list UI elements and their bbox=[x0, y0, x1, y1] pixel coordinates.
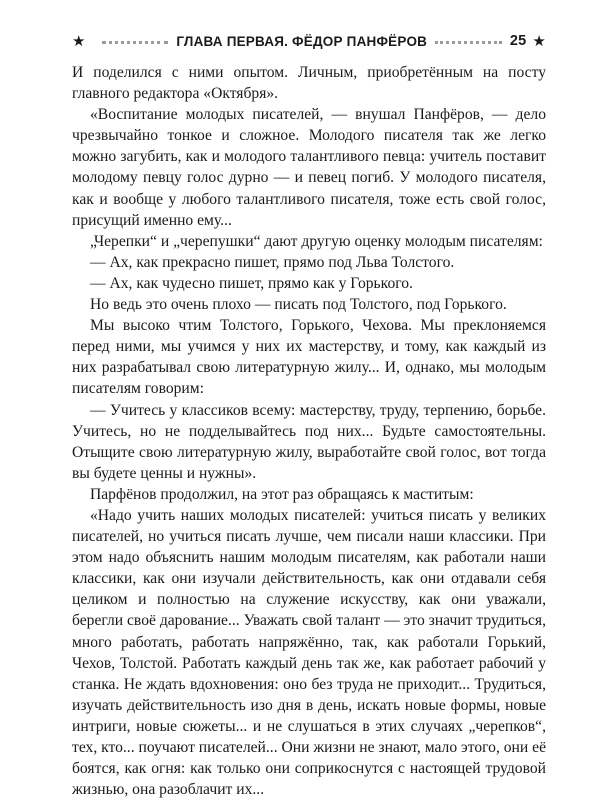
paragraph: — Учитесь у классиков всему: мастерству, труду, терпению, борьбе. Учитесь, но не подделывайтесь под них... Будьте самостоятельны. Отыщите свою литературную жилу, выработайте свой голос, вот тогда вы будете ценны и нужны». bbox=[72, 401, 546, 482]
paragraph: Мы высоко чтим Толстого, Горького, Чехова. Мы преклоняемся перед ними, мы учимся у них их мастерству, и тому, как каждый из них разрабатывал свою литературную жилу... И, однако, мы молодым писателям говорим: bbox=[72, 317, 546, 398]
chapter-title: ГЛАВА ПЕРВАЯ. ФЁДОР ПАНФЁРОВ bbox=[176, 33, 428, 49]
paragraph: «Надо учить наших молодых писателей: учиться писать у великих писателей, но учиться писать лучше, чем писали наши классики. При этом надо объяснить нашим молодым писателям, как работали наши классики, как они изучали действительность, как они отдавали себя целиком и полностью на служение искусству, как они уважали, берегли своё дарование... Уважать свой талант — это значит трудиться, много работать, работать напряжённо, так, как работали Горький, Чехов, Толстой. Работать каждый день так же, как работает рабочий у станка. Не ждать вдохновения: оно без труда не приходит... Трудиться, изучать действительность изо дня в день, искать новые формы, новые интриги, новые сюжеты... и не слушаться в этих случаях „черепков“, тех, кто... поучают писателей... Они жизни не знают, мало этого, они её боятся, как огня: как только они соприкоснутся с настоящей трудовой жизнью, она разоблачит их... bbox=[72, 506, 546, 799]
paragraph: И поделился с ними опытом. Личным, приобретённым на посту главного редактора «Октября». bbox=[72, 64, 546, 103]
star-icon: ★ bbox=[72, 32, 86, 50]
paragraph: «Воспитание молодых писателей, — внушал Панфёров, — дело чрезвычайно тонкое и сложное. Молодого писателя так же легко можно загубить, как и молодого талантливого певца: учитель поставит молодому певцу голос дурно — и певец погиб. У молодого писателя, как и вообще у любого талантливого писателя, тоже есть свой голос, присущий именно ему... bbox=[72, 106, 546, 229]
paragraph: — Ах, как чудесно пишет, прямо как у Горького. bbox=[90, 274, 413, 292]
paragraph: — Ах, как прекрасно пишет, прямо под Льва Толстого. bbox=[90, 253, 455, 271]
star-icon: ★ bbox=[532, 32, 546, 50]
page-number: 25 bbox=[509, 33, 527, 49]
body-text bbox=[72, 62, 546, 800]
paragraph: Но ведь это очень плохо — писать под Толстого, под Горького. bbox=[90, 296, 507, 314]
dotted-rule-right bbox=[435, 41, 502, 44]
dotted-rule-left bbox=[102, 41, 169, 44]
paragraph: Парфёнов продолжил, на этот раз обращаясь к маститым: bbox=[90, 485, 474, 503]
running-header bbox=[72, 30, 546, 52]
paragraph: „Черепки“ и „черепушки“ дают другую оценку молодым писателям: bbox=[90, 232, 543, 250]
